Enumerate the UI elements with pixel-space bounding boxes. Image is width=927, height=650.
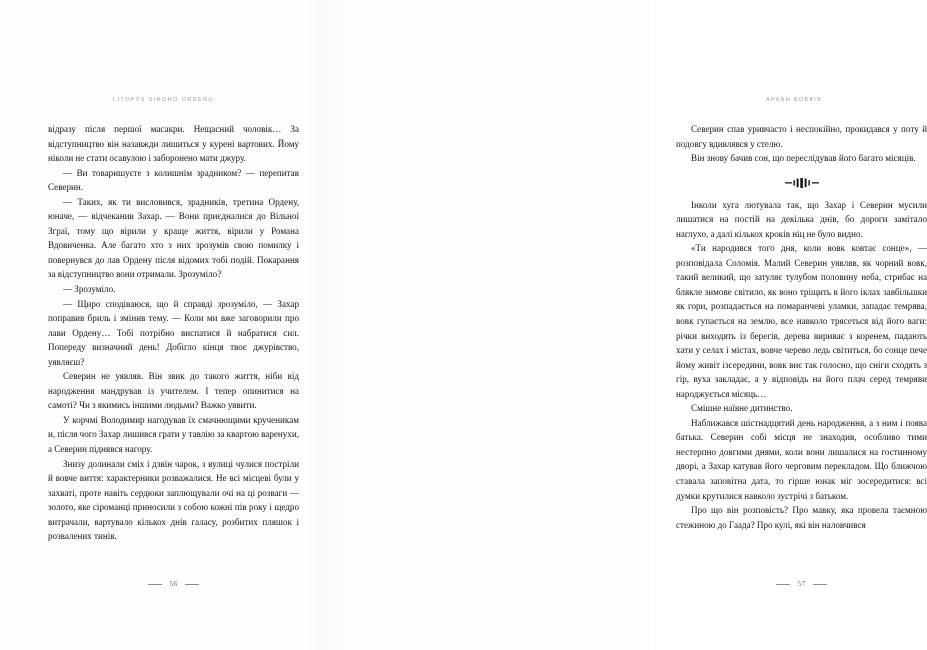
paragraph: — Таких, як ти висловився, зрадників, третина Ордену, юначе, — відчеканив Захар. — Вони приєдналися до Вільної Зграї, тому що вірили у краще життя, вірили у Романа Вдовиченка. Але багато хто з них зрозумів свою помилку і повернувся до лав Ордену після відомих тобі подій. Покарання за відступництво вони отримали. Зрозуміло? [48, 196, 299, 280]
paragraph: — Щиро сподіваюся, що й справді зрозуміло, — Захар поправив бриль і змінив тему. — Коли ми вже заговорили про лави Ордену… Тобі потрібно виспатися й набратися сил. Попереду визначний день! Добігло кінця твоє джурівство, уявляєш? [48, 298, 299, 367]
running-head-left: LITOPYS SIROHO ORDENU [113, 97, 214, 103]
paragraph: Про що він розповість? Про мавку, яка провела таємною стежиною до Гаада? Про кулі, які він наловчився [676, 505, 927, 530]
paragraph: — Ви товаришуєте з колишнім зрадником? — перепитав Северин. [48, 167, 299, 193]
folio-right [676, 580, 927, 588]
body-text-left [48, 122, 299, 544]
folio-left [48, 580, 299, 588]
paragraph: Северин не уявляв. Він звик до такого життя, ніби від народження мандрував із учителем. І тепер опинитися на самоті? Чи з якимись іншими людьми? Важко уявити. [48, 371, 299, 411]
folio-rule-left-icon [776, 584, 790, 585]
page-left [0, 0, 325, 650]
paragraph: «Ти народився того дня, коли вовк ковтає сонце», — розповідала Соломія. Малий Северин уявляв, як чорний вовк, такий великий, що затуляє тулубом половину неба, стрибає на бляклe зимове світило, як воно тріщить в його іклах завбільшки як гори, розпадається на помаранчеві уламки, западає темрява, вовк гупається на землю, все навколо трясеться від його ваги: річки виходять із берегів, дерева вириває з коренем, падають хати у селах і містах, вовче черево ледь світиться, бо сонце пече йому живіт ізсередини, вовк виє так голосно, що сніги сходять з гір, вуха закладає, а у відповідь на його плач серед темряви народжується місяць… [676, 243, 927, 399]
folio-rule-right-icon [813, 584, 827, 585]
paragraph: Северин спав уривчасто і неспокійно, прокидався у поту й подовгу вдивлявся у стелю. [676, 124, 927, 149]
paragraph: Інколи хуга лютувала так, що Захар і Северин мусили лишатися на постій на декілька днів, бо дороги замітало наглухо, а далі кількох кроків ніц не було видно. [676, 199, 927, 239]
folio-rule-left-icon [148, 584, 162, 585]
paragraph: Знизу долинали сміх і дзвін чарок, з вулиці чулися постріли й вовче виття: характерники розважалися. Не всі місцеві були у захваті, проте навіть сердюки заплющували очі на ці розваги — золото, яке сіроманці приносили з собою кожні пів року і щедро витрачали, вартувало кількох днів галасу, розбитих пляшок і розвалених тинів. [48, 458, 299, 542]
folio-rule-right-icon [185, 584, 199, 585]
page-number: 56 [169, 579, 178, 589]
section-break-ornament-icon [676, 175, 927, 189]
body-text-right [676, 122, 927, 532]
paragraph: Смішне наївне дитинство. [691, 403, 793, 414]
page-number: 57 [797, 579, 806, 589]
paragraph: Він знову бачив сон, що переслідував його багато місяців. [691, 153, 916, 164]
paragraph: Наближався шістнадцятий день народження, а з ним і поява батька. Северин собі місця не знаходив, особливо тими нестерпно довгими днями, коли вони лишалися на гостинному дворі, а Захар катував його черговим перекладом. Що ближчою ставала заповітна дата, то гірше юнак міг зосередитися: всі думки крутилися навколо зустрічі з батьком. [676, 417, 927, 501]
paragraph: — Зрозуміло. [63, 284, 116, 295]
paragraph: відразу після першої масакри. Нещасний чоловік… За відступництво він назавжди лишиться у курені вартових. Йому ніколи не стати осавулою і заборонено мати джуру. [48, 124, 299, 164]
running-head-right: АРКАН ВОВКІВ [766, 97, 823, 103]
page-right [325, 0, 927, 650]
paragraph: У корчмі Володимир нагодував їх смачнющими крученикам и, після чого Захар лишився грати у тавлію за квартою варенухи, а Северин піднявся нагору. [48, 414, 299, 455]
